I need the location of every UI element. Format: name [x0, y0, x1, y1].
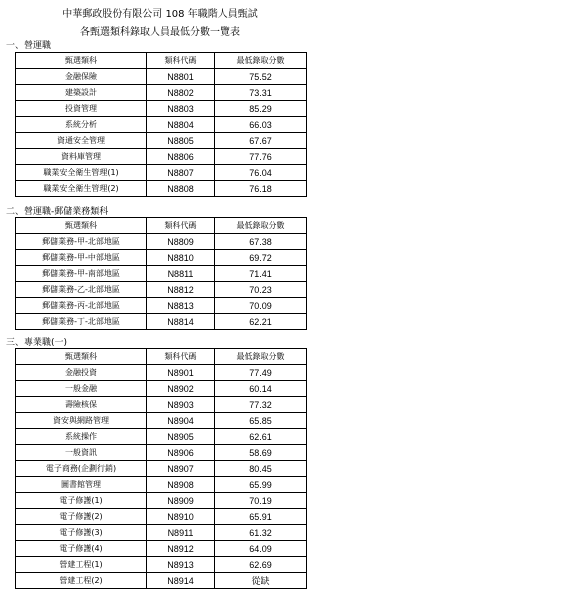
- score-cell: 70.09: [215, 298, 307, 314]
- code-cell: N8810: [147, 250, 215, 266]
- code-cell: N8904: [147, 413, 215, 429]
- code-cell: N8806: [147, 149, 215, 165]
- score-cell: 62.61: [215, 429, 307, 445]
- table-row: [16, 85, 307, 101]
- code-cell: N8903: [147, 397, 215, 413]
- table-row: [16, 181, 307, 197]
- table-row: [16, 298, 307, 314]
- code-cell: N8811: [147, 266, 215, 282]
- column-header: 甄選類科: [16, 349, 147, 365]
- table-row: [16, 266, 307, 282]
- category-cell: 一般金融: [16, 381, 147, 397]
- score-cell: 66.03: [215, 117, 307, 133]
- column-header: 類科代碼: [147, 218, 215, 234]
- code-cell: N8802: [147, 85, 215, 101]
- score-cell: 77.32: [215, 397, 307, 413]
- code-cell: N8805: [147, 133, 215, 149]
- category-cell: 郵儲業務-甲-北部地區: [16, 234, 147, 250]
- table-row: [16, 509, 307, 525]
- score-cell: 70.19: [215, 493, 307, 509]
- table-row: [16, 165, 307, 181]
- category-cell: 資通安全管理: [16, 133, 147, 149]
- score-cell: 80.45: [215, 461, 307, 477]
- score-cell: 67.67: [215, 133, 307, 149]
- table-row: [16, 525, 307, 541]
- code-cell: N8911: [147, 525, 215, 541]
- category-cell: 電子修護(4): [16, 541, 147, 557]
- category-cell: 電子修護(2): [16, 509, 147, 525]
- category-cell: 建築設計: [16, 85, 147, 101]
- score-cell: 76.18: [215, 181, 307, 197]
- table-row: [16, 413, 307, 429]
- score-cell: 71.41: [215, 266, 307, 282]
- code-cell: N8901: [147, 365, 215, 381]
- table-row: [16, 445, 307, 461]
- code-cell: N8914: [147, 573, 215, 589]
- category-cell: 系統分析: [16, 117, 147, 133]
- column-header: 甄選類科: [16, 53, 147, 69]
- category-cell: 職業安全衛生管理(1): [16, 165, 147, 181]
- table-row: [16, 314, 307, 330]
- section-heading: 三、專業職(一): [6, 338, 68, 348]
- code-cell: N8801: [147, 69, 215, 85]
- score-table: [15, 217, 307, 330]
- category-cell: 壽險核保: [16, 397, 147, 413]
- score-cell: 69.72: [215, 250, 307, 266]
- score-cell: 64.09: [215, 541, 307, 557]
- score-cell: 76.04: [215, 165, 307, 181]
- code-cell: N8808: [147, 181, 215, 197]
- column-header: 最低錄取分數: [215, 218, 307, 234]
- table-row: [16, 101, 307, 117]
- section-heading: 一、營運職: [6, 41, 52, 51]
- column-header: 最低錄取分數: [215, 53, 307, 69]
- table-row: [16, 149, 307, 165]
- score-table: [15, 348, 307, 589]
- table-row: [16, 133, 307, 149]
- table-header-row: [16, 218, 307, 234]
- code-cell: N8907: [147, 461, 215, 477]
- table-row: [16, 250, 307, 266]
- score-cell: 61.32: [215, 525, 307, 541]
- code-cell: N8909: [147, 493, 215, 509]
- table-row: [16, 557, 307, 573]
- table-row: [16, 365, 307, 381]
- score-cell: 從缺: [215, 573, 307, 589]
- code-cell: N8913: [147, 557, 215, 573]
- code-cell: N8908: [147, 477, 215, 493]
- column-header: 類科代碼: [147, 349, 215, 365]
- code-cell: N8809: [147, 234, 215, 250]
- table-row: [16, 282, 307, 298]
- category-cell: 電子商務(企劃行銷): [16, 461, 147, 477]
- code-cell: N8813: [147, 298, 215, 314]
- category-cell: 郵儲業務-乙-北部地區: [16, 282, 147, 298]
- category-cell: 圖書館管理: [16, 477, 147, 493]
- table-row: [16, 69, 307, 85]
- table-row: [16, 234, 307, 250]
- category-cell: 一般資訊: [16, 445, 147, 461]
- score-cell: 62.21: [215, 314, 307, 330]
- table-row: [16, 397, 307, 413]
- code-cell: N8803: [147, 101, 215, 117]
- category-cell: 電子修護(3): [16, 525, 147, 541]
- table-row: [16, 117, 307, 133]
- column-header: 類科代碼: [147, 53, 215, 69]
- code-cell: N8804: [147, 117, 215, 133]
- score-cell: 75.52: [215, 69, 307, 85]
- column-header: 最低錄取分數: [215, 349, 307, 365]
- score-cell: 62.69: [215, 557, 307, 573]
- table-row: [16, 541, 307, 557]
- category-cell: 投資管理: [16, 101, 147, 117]
- table-row: [16, 477, 307, 493]
- table-row: [16, 381, 307, 397]
- score-cell: 70.23: [215, 282, 307, 298]
- score-cell: 65.99: [215, 477, 307, 493]
- code-cell: N8902: [147, 381, 215, 397]
- table-row: [16, 429, 307, 445]
- score-cell: 60.14: [215, 381, 307, 397]
- category-cell: 職業安全衛生管理(2): [16, 181, 147, 197]
- category-cell: 金融保險: [16, 69, 147, 85]
- code-cell: N8906: [147, 445, 215, 461]
- code-cell: N8912: [147, 541, 215, 557]
- code-cell: N8807: [147, 165, 215, 181]
- code-cell: N8905: [147, 429, 215, 445]
- document-subtitle: 各甄選類科錄取人員最低分數一覽表: [80, 27, 240, 38]
- category-cell: 電子修護(1): [16, 493, 147, 509]
- category-cell: 資料庫管理: [16, 149, 147, 165]
- table-row: [16, 461, 307, 477]
- category-cell: 郵儲業務-丙-北部地區: [16, 298, 147, 314]
- code-cell: N8814: [147, 314, 215, 330]
- category-cell: 郵儲業務-甲-中部地區: [16, 250, 147, 266]
- category-cell: 郵儲業務-甲-南部地區: [16, 266, 147, 282]
- document-title: 中華郵政股份有限公司 108 年職階人員甄試: [62, 9, 258, 20]
- category-cell: 郵儲業務-丁-北部地區: [16, 314, 147, 330]
- category-cell: 營建工程(1): [16, 557, 147, 573]
- code-cell: N8812: [147, 282, 215, 298]
- score-table: [15, 52, 307, 197]
- table-row: [16, 493, 307, 509]
- score-cell: 67.38: [215, 234, 307, 250]
- category-cell: 系統操作: [16, 429, 147, 445]
- section-heading: 二、營運職-郵儲業務類科: [6, 207, 109, 217]
- table-header-row: [16, 53, 307, 69]
- code-cell: N8910: [147, 509, 215, 525]
- score-cell: 65.85: [215, 413, 307, 429]
- score-cell: 85.29: [215, 101, 307, 117]
- table-header-row: [16, 349, 307, 365]
- score-cell: 73.31: [215, 85, 307, 101]
- column-header: 甄選類科: [16, 218, 147, 234]
- table-row: [16, 573, 307, 589]
- category-cell: 金融投資: [16, 365, 147, 381]
- category-cell: 營建工程(2): [16, 573, 147, 589]
- category-cell: 資安與網路管理: [16, 413, 147, 429]
- score-cell: 65.91: [215, 509, 307, 525]
- score-cell: 77.49: [215, 365, 307, 381]
- score-cell: 58.69: [215, 445, 307, 461]
- score-cell: 77.76: [215, 149, 307, 165]
